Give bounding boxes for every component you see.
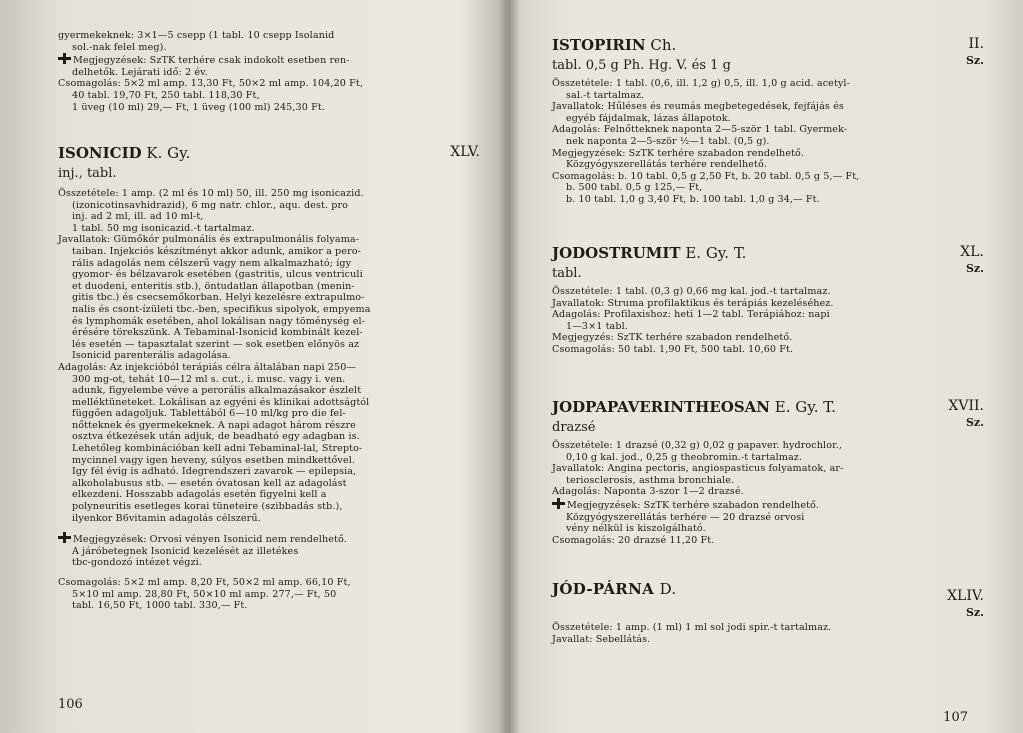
cross-stamp-icon (552, 498, 564, 509)
text-line: tbc-gondozó intézet végzi. (72, 557, 202, 569)
entry-title: JÓD-PÁRNA D. (552, 580, 677, 598)
page-number-left: 106 (58, 697, 83, 712)
text-line: (izonicotinsavhidrazid), 6 mg natr. chlor., aqu. dest. pro (72, 199, 349, 211)
text-line: Adagolás: Az injekcióból terápiás célra általában napi 250— (58, 361, 357, 373)
text-line: Megjegyzések: SzTK terhére szabadon rendelhető. (567, 499, 820, 511)
text-line: Csomagolás: 20 drazsé 11,20 Ft. (552, 534, 715, 546)
entry-jodpapaverintheosan (552, 398, 992, 546)
entry-form: tabl. (552, 266, 582, 281)
book-gutter (498, 0, 520, 733)
text-line: lés esetén — tapasztalat szerint — sok esetben előnyös az (72, 338, 360, 350)
text-line: Összetétele: 1 drazsé (0,32 g) 0,02 g papaver. hydrochlor., (552, 440, 843, 451)
text-line: Összetétele: 1 tabl. (0,3 g) 0,66 mg kal. jod.-t tartalmaz. (552, 286, 831, 297)
text-line: függően adagoljuk. Tablettából 6—10 ml/kg pro die fel- (72, 408, 346, 420)
text-line: melléktüneteket. Lokálisan az egyéni és klinikai adottságtól (72, 396, 370, 408)
entry-title: ISONICID K. Gy. (58, 144, 191, 162)
text-line: Összetétele: 1 tabl. (0,6, ill. 1,2 g) 0,5, ill. 1,0 g acid. acetyl- (552, 78, 850, 89)
entry-sz: Sz. (965, 54, 984, 67)
cross-stamp-icon (58, 53, 70, 64)
text-line: Csomagolás: 5×2 ml amp. 13,30 Ft, 50×2 ml amp. 104,20 Ft, (58, 78, 364, 90)
text-line: Igy fél évig is adható. Idegrendszeri zavarok — epilepsia, (72, 466, 357, 478)
text-line: tabl. 16,50 Ft, 1000 tabl. 330,— Ft. (72, 600, 248, 612)
text-line: Csomagolás: 50 tabl. 1,90 Ft, 500 tabl. 10,60 Ft. (552, 343, 794, 355)
text-line: Javallat: Sebellátás. (552, 633, 651, 645)
text-line: Megjegyzések: SzTK terhére csak indokolt esetben ren- (73, 55, 350, 67)
text-line: Javallatok: Hűléses és reumás megbetegedések, fejfájás és (552, 101, 844, 113)
entry-sz: Sz. (965, 416, 984, 429)
text-line: Megjegyzések: Orvosi vényen Isonicid nem rendelhető. (73, 534, 348, 546)
entry-code: XLIV. (947, 588, 984, 604)
text-line: mycinnel vagy igen heveny, súlyos esetben mindkettővel. (72, 454, 356, 466)
text-line: 5×10 ml amp. 28,80 Ft, 50×10 ml amp. 277,— Ft, 50 (72, 588, 337, 600)
text-line: Megjegyzés: SzTK terhére szabadon rendelhető. (552, 332, 793, 344)
text-line: inj. ad 2 ml, ill. ad 10 ml-t, (72, 211, 204, 223)
text-line: ilyenkor B6vitamin adagolás célszerű. (72, 512, 261, 524)
text-line: polyneuritis esetleges korai tüneteire (szibbadás stb.), (72, 501, 343, 513)
text-line: Közgyógyszerellátás terhére — 20 drazsé orvosi (566, 511, 805, 523)
entry-isonicid (58, 144, 488, 612)
text-line: gyermekeknek: 3×1—5 csepp (1 tabl. 10 csepp Isolanid (58, 30, 335, 41)
entry-code: XLV. (450, 144, 480, 160)
continued-entry (58, 30, 488, 113)
cross-stamp-icon (58, 532, 70, 543)
text-line: b. 500 tabl. 0,5 g 125,— Ft, (566, 182, 703, 194)
text-line: 0,10 g kal. jod., 0,25 g theobromin.-t tartalmaz. (566, 451, 803, 463)
entry-title: JODPAPAVERINTHEOSAN E. Gy. T. (552, 398, 836, 416)
text-line: 1 üveg (10 ml) 29,— Ft, 1 üveg (100 ml) 245,30 Ft. (72, 101, 325, 113)
text-line: nőtteknek és gyermekeknek. A napi adagot három részre (72, 419, 356, 431)
text-line: sol.-nak felel meg). (72, 41, 167, 53)
text-line: Összetétele: 1 amp. (1 ml) 1 ml sol jodi spir.-t tartalmaz. (552, 622, 832, 633)
text-line: sal.-t tartalmaz. (566, 89, 645, 101)
text-line: gitis tbc.) és csecsemőkorban. Helyi kezelésre extrapulmo- (72, 292, 365, 304)
entry-form: tabl. 0,5 g Ph. Hg. V. és 1 g (552, 58, 731, 73)
text-line: Csomagolás: b. 10 tabl. 0,5 g 2,50 Ft, b. 20 tabl. 0,5 g 5,— Ft, (552, 170, 860, 182)
entry-code: II. (968, 36, 984, 52)
text-line: taiban. Injekciós készítményt akkor adunk, amikor a pero- (72, 245, 361, 257)
entry-sz: Sz. (965, 606, 984, 619)
entry-sz: Sz. (965, 262, 984, 275)
text-line: Javallatok: Struma profilaktikus és terápiás kezeléséhez. (552, 297, 834, 309)
entry-form: inj., tabl. (58, 166, 117, 181)
text-line: egyéb fájdalmak, lázas állapotok. (566, 112, 731, 124)
text-line: elkezdeni. Hosszabb adagolás esetén figyelni kell a (72, 489, 327, 501)
text-line: Adagolás: Profilaxishoz: heti 1—2 tabl. Terápiához: napi (552, 309, 830, 321)
text-line: b. 10 tabl. 1,0 g 3,40 Ft, b. 100 tabl. 1,0 g 34,— Ft. (566, 193, 820, 205)
text-line: Adagolás: Naponta 3-szor 1—2 drazsé. (552, 486, 744, 498)
text-line: érésére törekszünk. A Tebaminal-Isonicid kombinált kezel- (72, 327, 363, 339)
text-line: delhetők. Lejárati idő: 2 év. (72, 66, 208, 78)
entry-code: XVII. (948, 398, 984, 414)
text-line: Javallatok: Gümőkór pulmonális és extrapulmonális folyama- (58, 234, 360, 246)
text-line: et duodeni, enteritis stb.), öntudatlan állapotban (menin- (72, 280, 355, 292)
text-line: nalis és csont-ízületi tbc.-ben, specifikus sipolyok, empyema (72, 303, 371, 315)
entry-form: drazsé (552, 420, 596, 435)
text-line: adunk, figyelembe véve a perorális alkalmazásakor észlelt (72, 385, 362, 397)
text-line: osztva étkezések után adjuk, de beadható egy adagban is. (72, 431, 360, 443)
left-page (58, 0, 488, 733)
text-line: nek naponta 2—5-ször ½—1 tabl. (0,5 g). (566, 135, 770, 147)
text-line: A járóbetegnek Isonicid kezelését az illetékes (72, 545, 299, 557)
text-line: Közgyógyszerellátás terhére rendelhető. (566, 159, 768, 171)
text-line: Javallatok: Angina pectoris, angiospasticus folyamatok, ar- (552, 463, 844, 475)
text-line: teriosclerosis, asthma bronchiale. (566, 474, 735, 486)
entry-code: XL. (960, 244, 984, 260)
text-line: 1 tabl. 50 mg isonicazid.-t tartalmaz. (72, 222, 255, 234)
text-line: Megjegyzések: SzTK terhére szabadon rendelhető. (552, 147, 805, 159)
text-line: Lehetőleg kombinációban kell adni Tebaminal-lal, Strepto- (72, 443, 363, 455)
text-line: vény nélkül is kiszolgálható. (566, 523, 706, 535)
text-line: és lymphomák esetében, ahol lokálisan nagy töménység el- (72, 315, 365, 327)
page-number-right: 107 (943, 710, 968, 725)
text-line: Isonicid parenterális adagolása. (72, 350, 231, 362)
entry-jodostrumit (552, 244, 992, 356)
text-line: 300 mg-ot, tehát 10—12 ml s. cut., i. musc. vagy i. ven. (72, 373, 346, 385)
right-page (552, 0, 992, 733)
text-line: gyomor- és bélzavarok esetében (gastritis, ulcus ventriculi (72, 269, 363, 281)
entry-jod-parna (552, 580, 992, 645)
entry-istopirin (552, 36, 992, 206)
text-line: 40 tabl. 19,70 Ft, 250 tabl. 118,30 Ft, (72, 89, 260, 101)
text-line: Csomagolás: 5×2 ml amp. 8,20 Ft, 50×2 ml amp. 66,10 Ft, (58, 577, 351, 588)
entry-title: ISTOPIRIN Ch. (552, 36, 677, 54)
text-line: Adagolás: Felnőtteknek naponta 2—5-ször 1 tabl. Gyermek- (552, 124, 848, 136)
text-line: Összetétele: 1 amp. (2 ml és 10 ml) 50, ill. 250 mg isonicazid. (58, 188, 364, 199)
entry-title: JODOSTRUMIT E. Gy. T. (552, 244, 747, 262)
text-line: alkoholabusus stb. — esetén óvatosan kell az adagolást (72, 477, 347, 489)
text-line: rális adagolás nem célszerű vagy nem alkalmazható; így (72, 257, 352, 269)
text-line: 1—3×1 tabl. (566, 320, 628, 332)
